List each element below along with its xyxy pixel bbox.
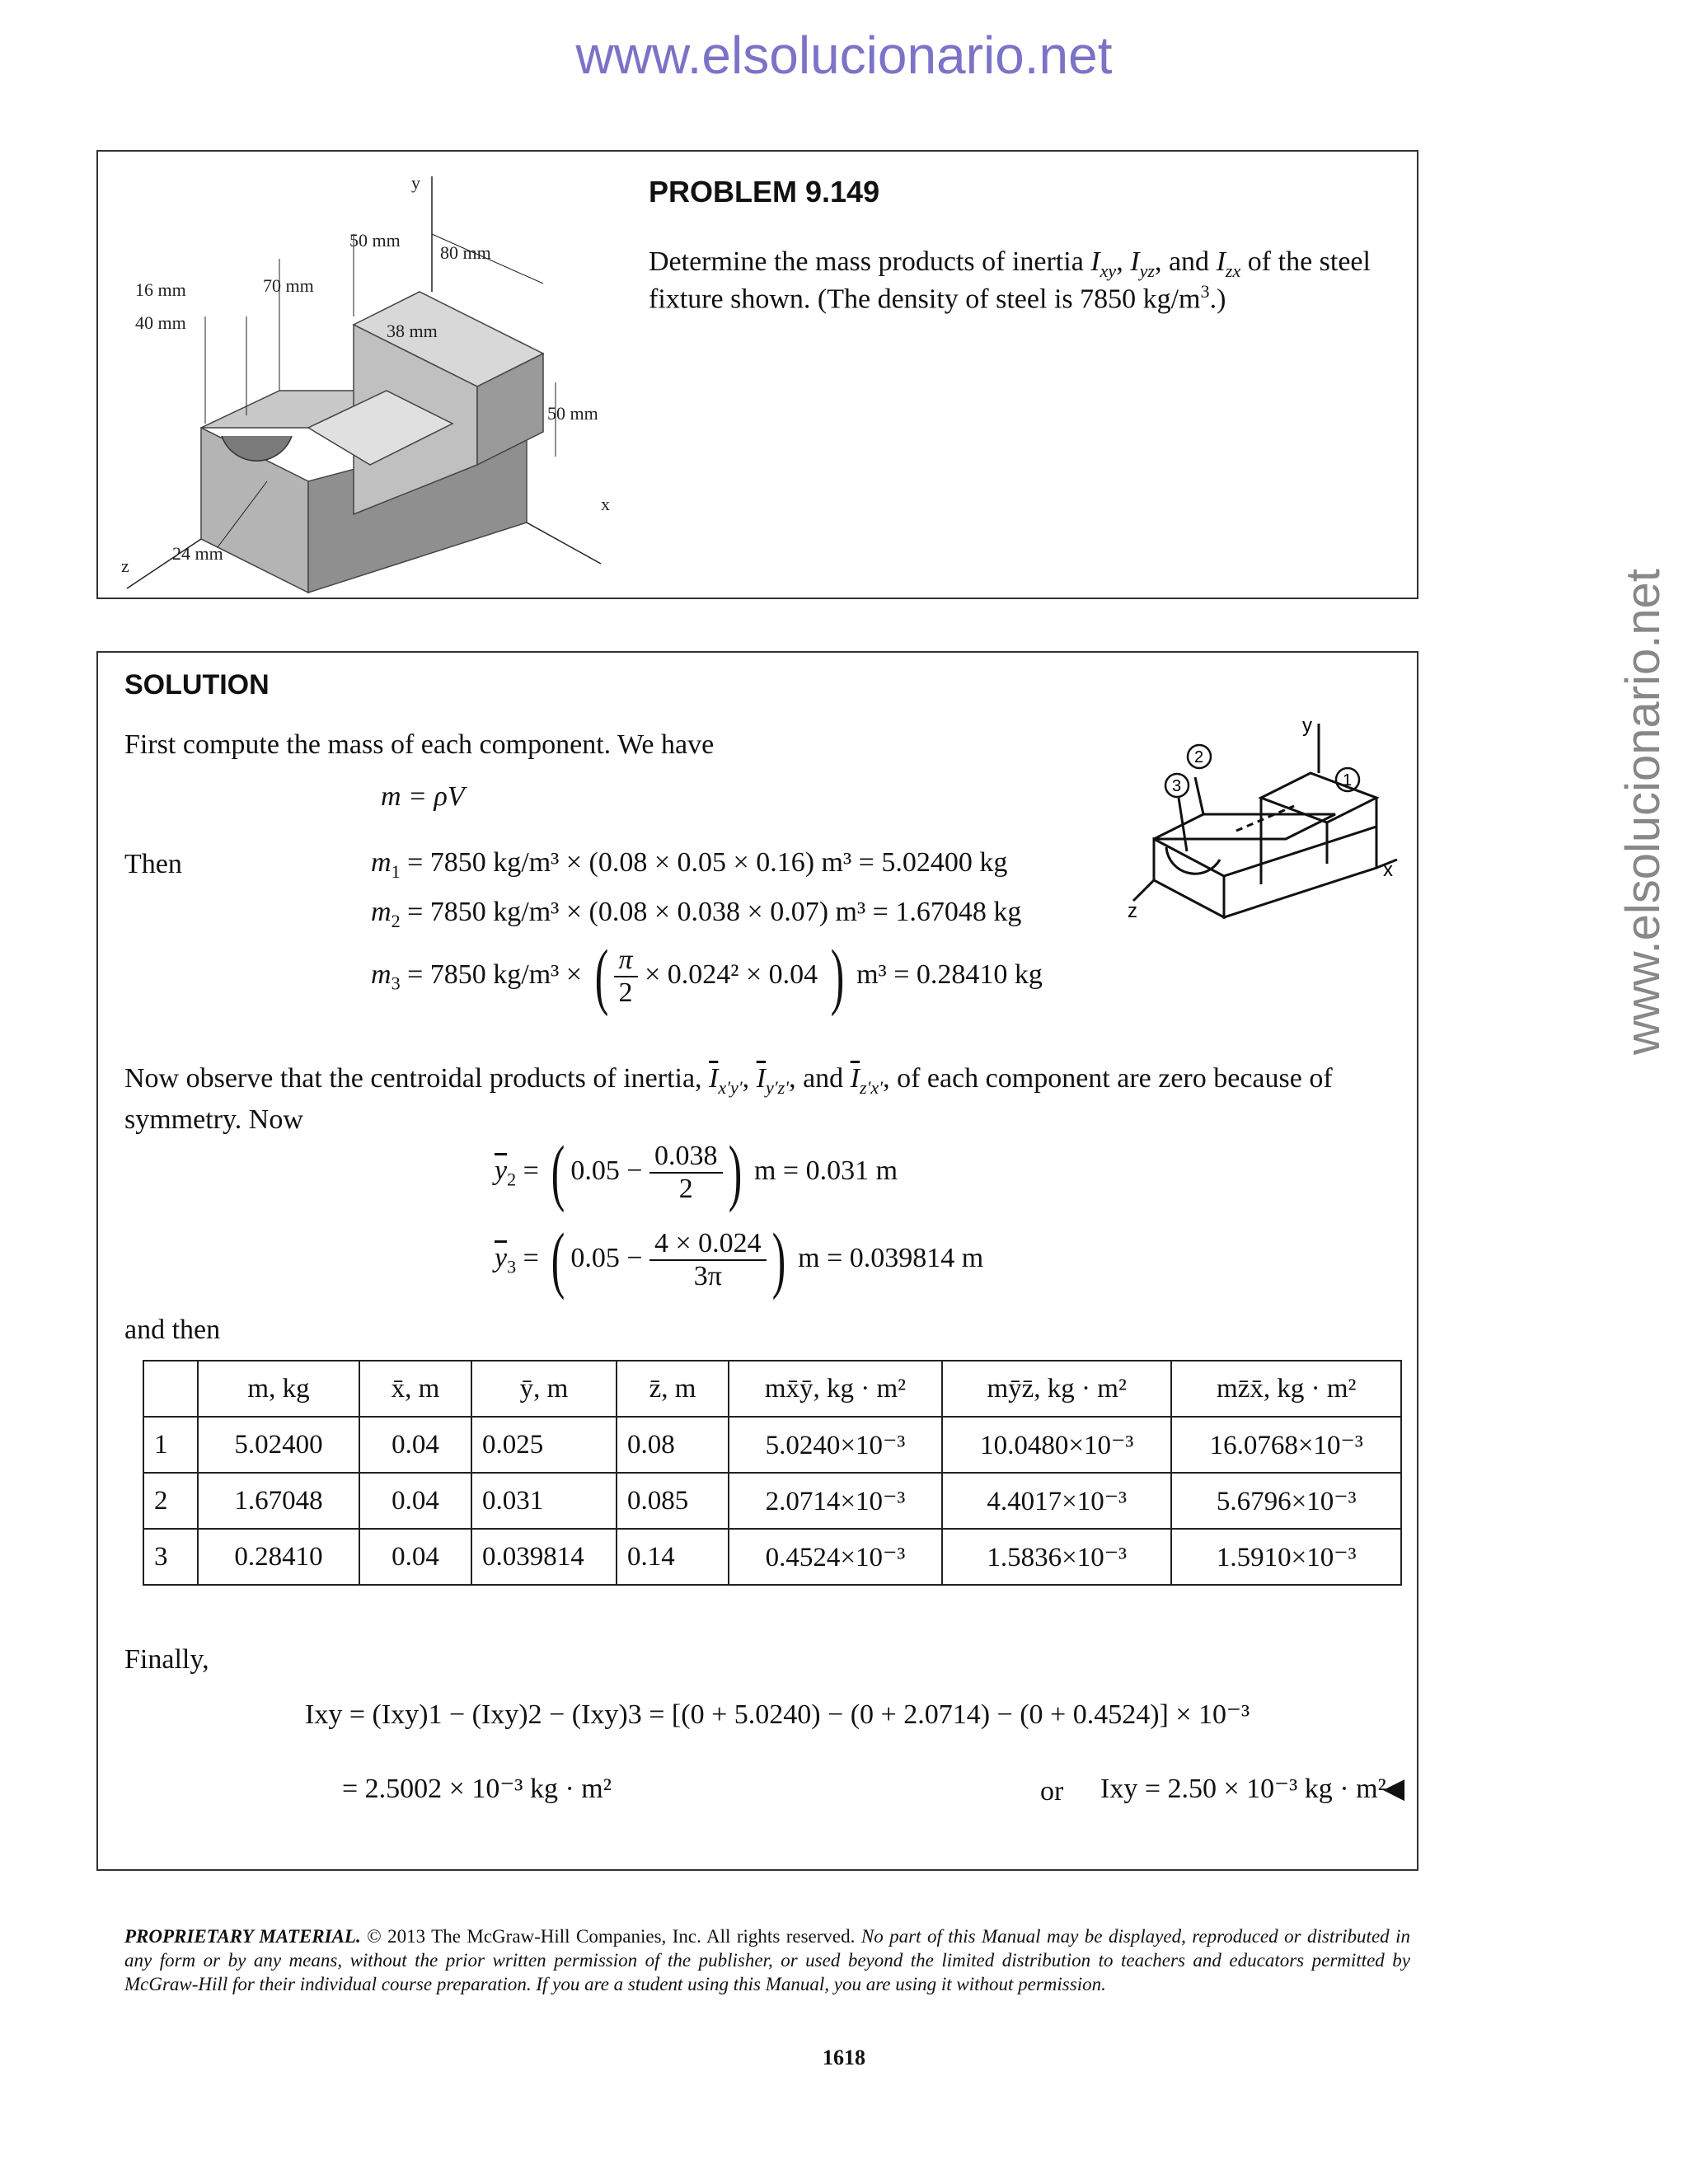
table-cell: 0.28410 [198,1529,359,1585]
fig-y-label: y [411,172,420,193]
table-row [143,1529,1401,1585]
then-label: Then [124,849,182,879]
or-label: or [1040,1776,1064,1807]
dim-38: 38 mm [387,321,438,341]
table-cell: 5.6796×10⁻³ [1171,1473,1401,1529]
table-cell: 0.025 [471,1417,617,1473]
watermark-top[interactable]: www.elsolucionario.net [575,26,1113,85]
table-cell: 5.02400 [198,1417,359,1473]
eq-ybar2: $\overline{y}_2$ = ( 0.05 − $\frac{0.038}{2}$ ) m = 0.031 m [495,1132,898,1213]
table-cell: 0.031 [471,1473,617,1529]
problem-statement-line2: fixture shown. (The density of steel is 7850 $kg/m^3$.) [649,281,1226,315]
table-header: mz̄x̄, kg · m² [1171,1361,1401,1417]
dim-50b: 50 mm [547,403,598,424]
table-cell: 5.0240×10⁻³ [729,1417,942,1473]
problem-title: PROBLEM 9.149 [649,175,880,209]
table-cell: 10.0480×10⁻³ [942,1417,1172,1473]
dim-16: 16 mm [135,279,186,300]
table-cell: 1 [143,1417,198,1473]
eq-ixy-line2: = 2.5002 × 10⁻³ kg · m² [342,1774,612,1804]
component-sketch [1121,715,1401,938]
table-header [143,1361,198,1417]
fixture-figure [106,152,634,597]
table-row [143,1417,1401,1473]
table-cell: 1.5910×10⁻³ [1171,1529,1401,1585]
dim-24: 24 mm [172,543,223,564]
table-cell: 0.039814 [471,1529,617,1585]
table-header: mx̄ȳ, kg · m² [729,1361,942,1417]
problem-box [96,150,1418,599]
observe-line2: symmetry. Now [124,1104,303,1135]
table-cell: 2 [143,1473,198,1529]
fig-x-label: x [601,494,610,514]
sketch-y: y [1302,715,1312,737]
sketch-c1: 1 [1343,771,1353,790]
problem-statement-line1: Determine the mass products of inertia $I_{xy}$, $I_{yz}$, and $I_{zx}$ of the steel [649,246,1371,281]
solution-title: SOLUTION [124,669,270,701]
table-header: mȳz̄, kg · m² [942,1361,1172,1417]
dim-80: 80 mm [440,242,491,263]
table-cell: 0.085 [617,1473,729,1529]
sketch-c3: 3 [1172,777,1182,795]
sketch-x: x [1383,859,1393,881]
dim-50a: 50 mm [349,230,401,251]
table-cell: 0.04 [359,1417,471,1473]
sketch-z: z [1128,900,1137,922]
table-header: ȳ, m [471,1361,617,1417]
table-cell: 0.14 [617,1529,729,1585]
table-header: m, kg [198,1361,359,1417]
table-cell: 1.67048 [198,1473,359,1529]
and-then-label: and then [124,1315,221,1345]
solution-intro: First compute the mass of each component. We have [124,729,715,760]
table-header: x̄, m [359,1361,471,1417]
table-row [143,1473,1401,1529]
table-cell: 0.4524×10⁻³ [729,1529,942,1585]
finally-label: Finally, [124,1644,209,1675]
products-table [143,1360,1402,1586]
eq-m3: $m_3 = 7850$ kg/m³ × ( $\frac{\pi}{2}$ × 0.024² × 0.04 ) m³ = 0.28410 kg [371,935,1043,1017]
eq-mass-density: m = ρV [381,781,465,812]
final-answer: Ixy = 2.50 × 10⁻³ kg · m² [1100,1774,1386,1804]
table-header-row [143,1361,1401,1417]
eq-ybar3: $\overline{y}_3$ = ( 0.05 − $\frac{4 \times 0.024}{3\pi}$ ) m = 0.039814 m [495,1219,984,1301]
table-cell: 4.4017×10⁻³ [942,1473,1172,1529]
watermark-side: www.elsolucionario.net [1616,569,1670,1055]
page-number: 1618 [823,2046,865,2069]
eq-m1: $m_1 = 7850$ kg/m³ × (0.08 × 0.05 × 0.16) m³ = 5.02400 kg [371,847,1008,882]
eq-ixy-line1: Ixy = (Ixy)1 − (Ixy)2 − (Ixy)3 = [(0 + 5.0240) − (0 + 2.0714) − (0 + 0.4524)] × 10⁻³ [305,1699,1250,1730]
table-cell: 0.04 [359,1473,471,1529]
fig-z-label: z [121,555,129,576]
table-cell: 16.0768×10⁻³ [1171,1417,1401,1473]
table-cell: 3 [143,1529,198,1585]
table-cell: 0.08 [617,1417,729,1473]
table-cell: 1.5836×10⁻³ [942,1529,1172,1585]
table-cell: 2.0714×10⁻³ [729,1473,942,1529]
dim-40: 40 mm [135,312,186,333]
observe-line1: Now observe that the centroidal products of inertia, $\overline{I}_{x'y'}$, $\overline{I}_{y'z'}$, and $\overline{I}_{z'x'}$, of each component are zero because of [124,1063,1333,1098]
table-cell: 0.04 [359,1529,471,1585]
dim-70: 70 mm [263,275,314,296]
proprietary-footer: PROPRIETARY MATERIAL. © 2013 The McGraw-Hill Companies, Inc. All rights reserved. No part of this Manual may be displayed, reproduced or distributed in any form or by any means, without the prior written permission of the publisher, or used beyond the limited distribution to teachers and educators permitted by McGraw-Hill for their individual course preparation. If you are a student using this Manual, you are using it without permission. [124,1926,1411,1994]
answer-marker: ◀ [1383,1774,1405,1804]
sketch-c2: 2 [1194,748,1204,766]
eq-m2: $m_2 = 7850$ kg/m³ × (0.08 × 0.038 × 0.07) m³ = 1.67048 kg [371,897,1022,931]
table-header: z̄, m [617,1361,729,1417]
